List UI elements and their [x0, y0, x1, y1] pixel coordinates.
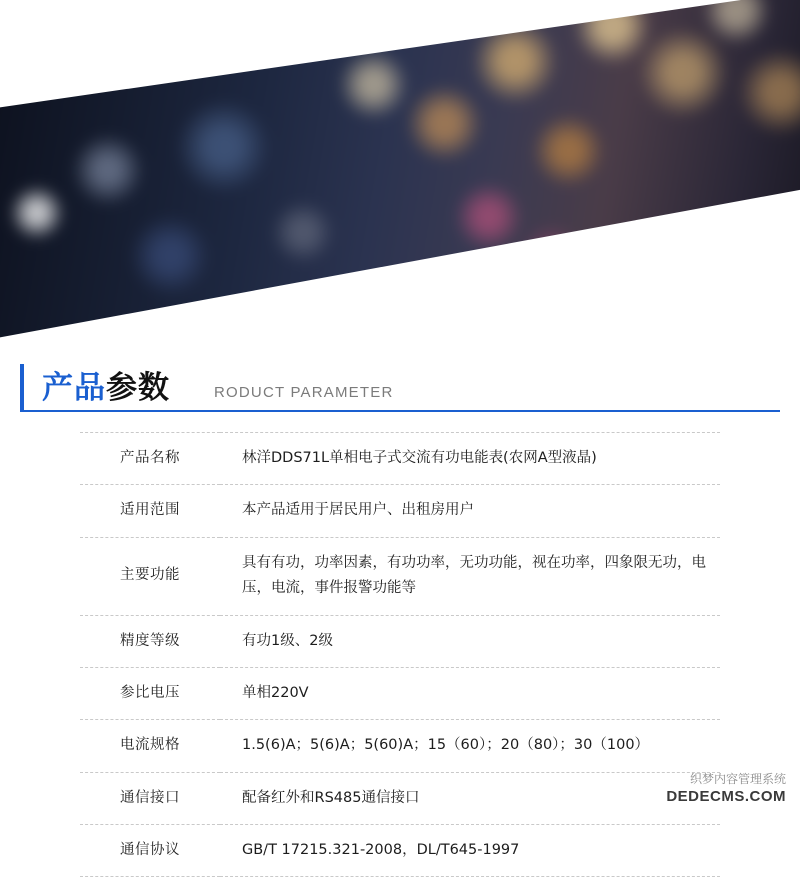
page-title-dark: 参数	[106, 369, 170, 406]
param-key: 通信协议	[120, 842, 180, 858]
param-value: 本产品适用于居民用户、出租房用户	[242, 502, 474, 519]
hero-banner	[0, 0, 800, 340]
table-row	[80, 485, 720, 537]
param-value: 林洋DDS71L单相电子式交流有功电能表(农网A型液晶)	[242, 450, 597, 466]
watermark-en: DEDECMS.COM	[666, 787, 786, 805]
param-key: 精度等级	[120, 632, 180, 649]
table-row	[80, 720, 720, 772]
page-subtitle: RODUCT PARAMETER	[214, 384, 394, 401]
param-key: 产品名称	[120, 450, 180, 466]
param-key: 参比电压	[120, 684, 180, 701]
title-divider	[20, 410, 780, 412]
product-parameter-table	[80, 432, 720, 877]
bokeh-photo	[0, 0, 800, 340]
watermark	[666, 771, 786, 807]
param-value: 配备红外和RS485通信接口	[242, 789, 420, 806]
param-value: 单相220V	[242, 684, 309, 701]
table-row	[80, 537, 720, 615]
banner-clip	[0, 0, 800, 340]
param-value: 有功1级、2级	[242, 632, 333, 649]
param-key: 适用范围	[120, 502, 180, 519]
page-title	[24, 369, 170, 406]
section-title-box	[20, 364, 208, 412]
section-header	[0, 352, 800, 412]
param-key: 主要功能	[120, 567, 180, 584]
table-row	[80, 772, 720, 824]
table-row	[80, 615, 720, 667]
param-key: 电流规格	[120, 737, 180, 754]
param-value: 具有有功，功率因素，有功功率，无功功能，视在功率，四象限无功，电压，电流，事件报警功能等	[242, 554, 706, 597]
page-title-accent: 产品	[42, 369, 106, 406]
table-row	[80, 825, 720, 877]
param-value: 1.5(6)A；5(6)A；5(60)A；15（60）；20（80）；30（100）	[242, 737, 650, 754]
table-body	[80, 433, 720, 877]
watermark-cn: 织梦内容管理系统	[689, 771, 786, 786]
table-row	[80, 667, 720, 719]
param-key: 通信接口	[120, 789, 180, 806]
param-value: GB/T 17215.321-2008，DL/T645-1997	[242, 842, 520, 858]
table-row	[80, 433, 720, 485]
